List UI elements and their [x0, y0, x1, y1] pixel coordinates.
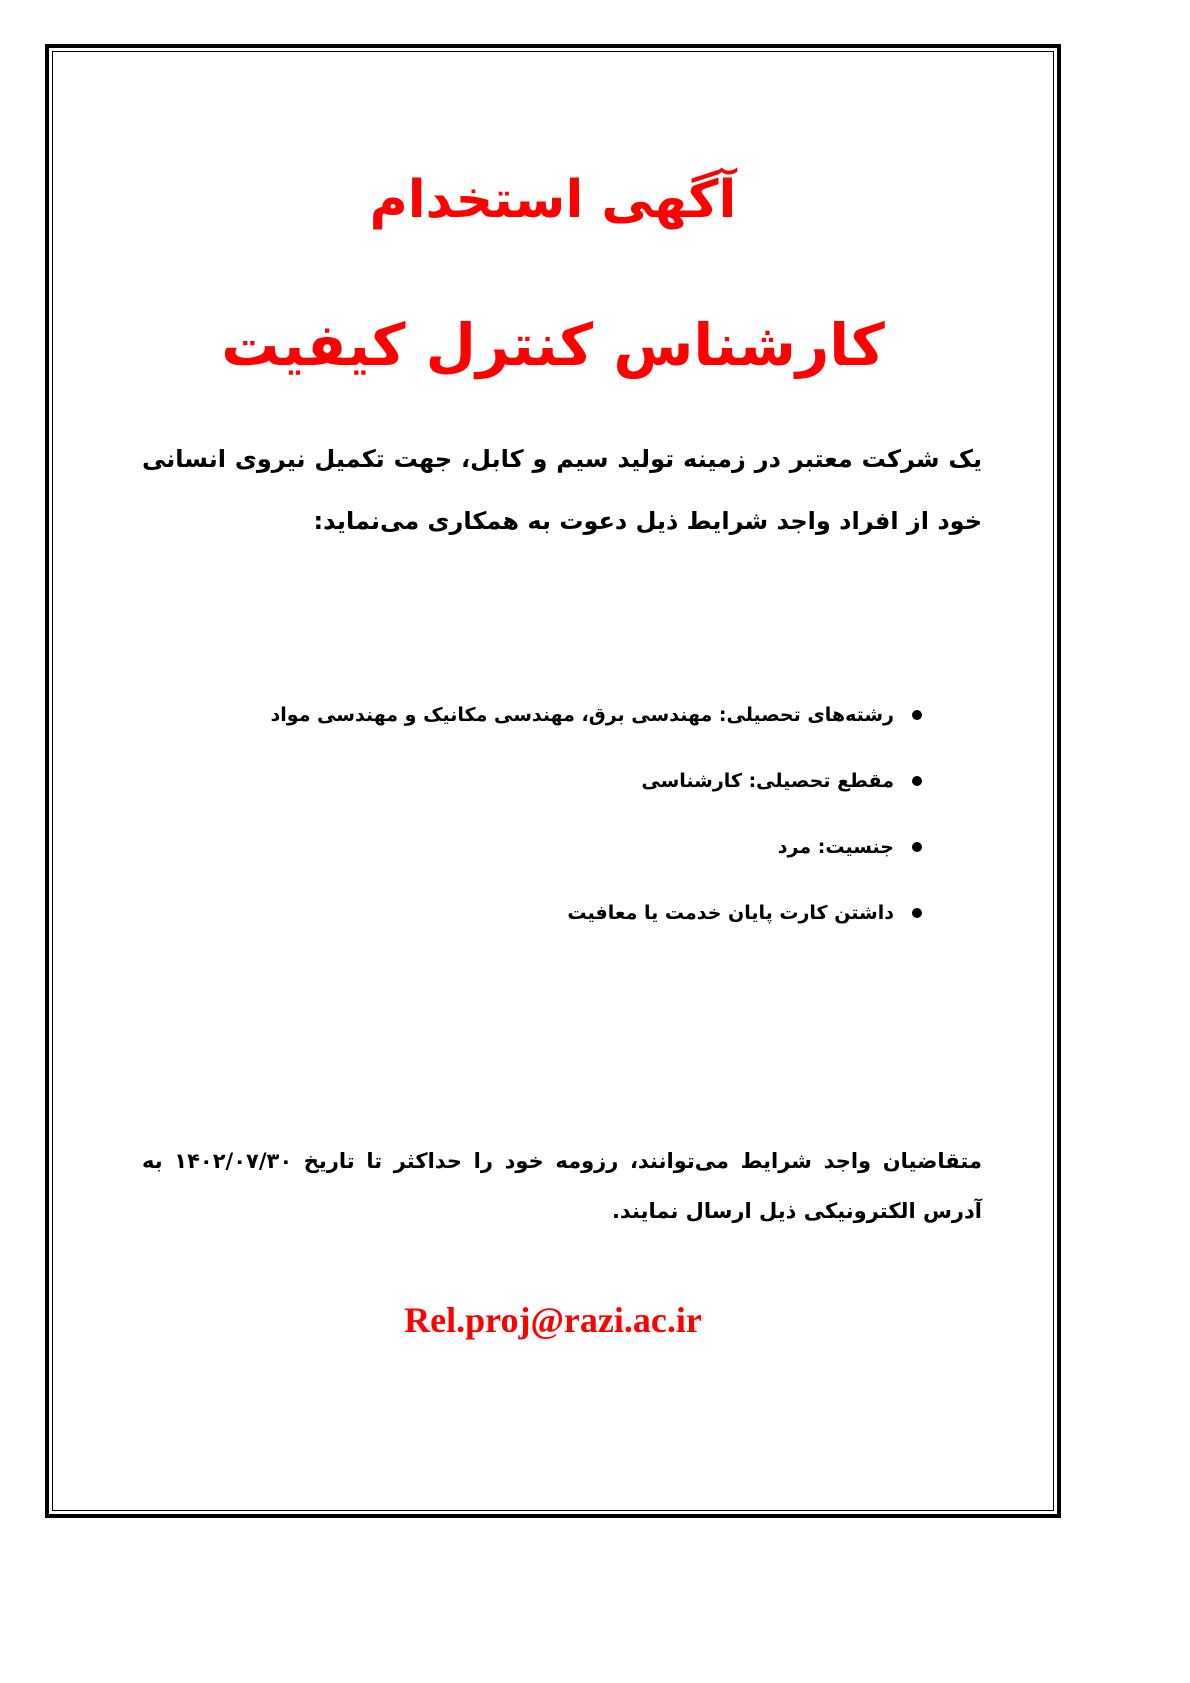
bullet-icon [912, 776, 922, 786]
requirement-text: رشته‌های تحصیلی: مهندسی برق، مهندسی مکانیک و مهندسی مواد [270, 704, 894, 726]
requirement-field-of-study [180, 700, 924, 730]
requirement-degree [180, 766, 924, 796]
bullet-icon [912, 908, 922, 918]
requirement-text: مقطع تحصیلی: کارشناسی [641, 770, 894, 792]
requirement-military-service [180, 898, 924, 928]
application-instructions: متقاضیان واجد شرایط می‌توانند، رزومه خود را حداکثر تا تاریخ ۱۴۰۲/۰۷/۳۰ به آدرس الکترونیکی ذیل ارسال نمایند. [142, 1149, 982, 1223]
intro-paragraph: یک شرکت معتبر در زمینه تولید سیم و کابل، جهت تکمیل نیروی انسانی خود از افراد واجد شرایط ذیل دعوت به همکاری می‌نماید: [142, 445, 982, 535]
bullet-icon [912, 842, 922, 852]
contact-email: Rel.proj@razi.ac.ir [404, 1300, 702, 1340]
requirement-gender [180, 832, 924, 862]
bullet-icon [912, 710, 922, 720]
requirement-text: جنسیت: مرد [777, 836, 894, 858]
requirements-list [180, 700, 924, 964]
job-ad-document [60, 60, 1046, 1500]
ad-title: آگهی استخدام [369, 170, 737, 230]
job-position-title: کارشناس کنترل کیفیت [221, 311, 885, 379]
requirement-text: داشتن کارت پایان خدمت یا معافیت [567, 902, 894, 924]
